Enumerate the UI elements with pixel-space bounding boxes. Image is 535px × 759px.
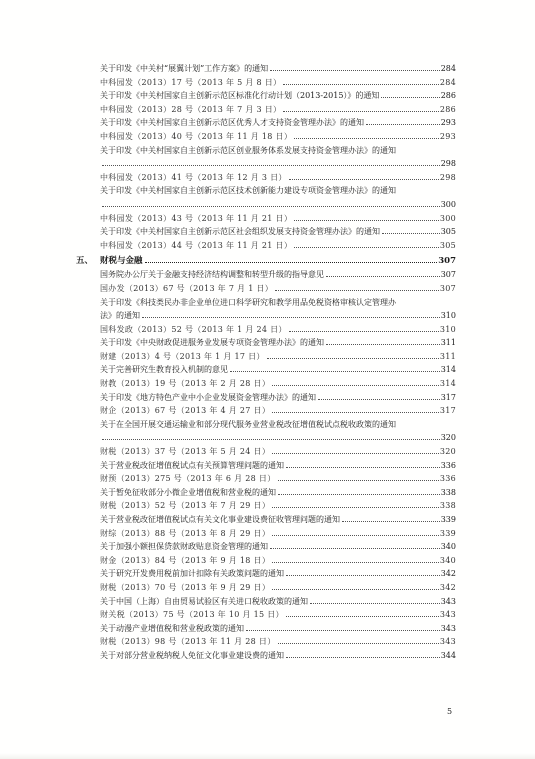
dot-leader — [289, 178, 439, 180]
section-page-ref: 307 — [438, 256, 456, 267]
dot-leader — [272, 506, 439, 508]
toc-entry-title: 关于印发《中关村国家自主创新示范区技术创新能力建设专项资金管理办法》的通知 — [100, 186, 396, 196]
toc-entry-title: 财企（2013）67 号（2013 年 4 月 27 日） — [100, 406, 271, 416]
dot-leader — [278, 479, 439, 481]
toc-entry-title: 关于印发《中关村国家自主创新示范区创业服务体系发展支持资金管理办法》的通知 — [100, 145, 396, 155]
toc-entry — [76, 513, 456, 527]
dot-leader — [326, 343, 440, 345]
dot-leader — [230, 370, 440, 372]
toc-entry-title: 关于完善研究生教育投入机制的意见 — [100, 365, 228, 375]
dot-leader — [310, 602, 440, 604]
dot-leader — [142, 316, 440, 318]
dot-leader — [381, 96, 439, 98]
toc-page-ref: 286 — [439, 104, 456, 114]
toc-entry — [76, 622, 456, 636]
dot-leader — [286, 615, 439, 617]
toc-entry-title: 国办发（2013）67 号（2013 年 7 月 1 日） — [100, 283, 274, 293]
toc-page-ref: 343 — [440, 623, 456, 633]
toc-entry-title: 中科园发（2013）40 号（2013 年 11 月 18 日） — [100, 131, 293, 141]
toc-page-ref: 305 — [439, 240, 456, 250]
dot-leader — [272, 452, 439, 454]
toc-entry — [76, 363, 456, 377]
toc-entry-title: 国科发政（2013）52 号（2013 年 1 月 24 日） — [100, 324, 287, 334]
dot-leader — [294, 137, 439, 139]
toc-page-ref: 317 — [440, 392, 456, 402]
dot-leader — [278, 493, 440, 495]
toc-doc-number — [76, 404, 456, 418]
toc-entry-title: 关于印发《中关村“展翼计划”工作方案》的通知 — [100, 64, 269, 73]
toc-entry-title: 关于动漫产业增值税和营业税政策的通知 — [100, 623, 244, 633]
toc-page-ref: 300 — [439, 213, 456, 223]
toc-section-heading — [76, 254, 456, 268]
dot-leader — [272, 588, 439, 590]
toc-doc-number — [76, 472, 456, 486]
dot-leader — [382, 232, 440, 234]
toc-page-ref: 310 — [440, 311, 456, 321]
toc-doc-number — [76, 608, 456, 622]
toc-entry-title: 财建（2013）4 号（2013 年 1 月 17 日） — [100, 351, 265, 361]
toc-entry — [76, 459, 456, 473]
toc-page-ref: 314 — [440, 365, 456, 375]
toc-entry-title: 关于在全国开展交通运输业和部分现代服务业营业税改征增值税试点税收政策的通知 — [100, 419, 396, 429]
toc-doc-number — [76, 103, 456, 117]
toc-entry-title: 财税（2013）98 号（2013 年 11 月 28 日） — [100, 637, 276, 647]
toc-entry — [76, 391, 456, 405]
toc-page-ref: 342 — [439, 582, 456, 592]
toc-page-ref: 343 — [439, 637, 456, 647]
toc-entry — [76, 225, 456, 239]
toc-page-ref: 336 — [440, 460, 456, 470]
toc-entry-title: 关于印发《中关村国家自主创新示范区优秀人才支持资金管理办法》的通知 — [100, 118, 364, 128]
dot-leader — [326, 275, 440, 277]
toc-doc-number — [76, 171, 456, 185]
toc-page-ref: 340 — [440, 542, 456, 552]
toc-doc-number — [76, 323, 456, 337]
dot-leader — [283, 83, 438, 85]
toc-page-ref: 298 — [439, 172, 456, 182]
toc-entry — [76, 486, 456, 500]
toc-entry — [76, 649, 456, 663]
toc-doc-number — [76, 350, 456, 364]
toc-entry — [76, 144, 456, 171]
dot-leader — [342, 520, 440, 522]
toc-page-ref: 311 — [439, 351, 456, 361]
dot-leader — [246, 629, 440, 631]
toc-page-ref: 343 — [439, 610, 456, 620]
toc-page-ref: 293 — [439, 131, 456, 141]
toc-doc-number — [76, 282, 456, 296]
toc-doc-number — [76, 527, 456, 541]
toc-entry-title: 关于暂免征收部分小微企业增值税和营业税的通知 — [100, 487, 276, 497]
toc-page-ref: 310 — [439, 324, 456, 334]
toc-page-ref: 284 — [439, 77, 456, 87]
dot-leader — [102, 438, 440, 440]
toc-page-ref: 293 — [440, 118, 456, 128]
dot-leader — [272, 384, 439, 386]
dot-leader — [270, 547, 440, 549]
toc-page-ref: 338 — [439, 501, 456, 511]
toc-entry — [76, 418, 456, 445]
toc-page-ref: 320 — [439, 447, 456, 457]
toc-page-ref: 342 — [440, 569, 456, 579]
toc-entry-title: 中科园发（2013）44 号（2013 年 11 月 21 日） — [100, 240, 293, 250]
table-of-contents — [76, 62, 456, 663]
toc-entry-title: 关于研究开发费用税前加计扣除有关政策问题的通知 — [100, 569, 284, 579]
toc-entry-title: 财税（2013）52 号（2013 年 7 月 29 日） — [100, 501, 271, 511]
toc-page-ref: 284 — [440, 64, 456, 73]
toc-entry-title: 关于营业税改征增值税试点有关文化事业建设费征收管理问题的通知 — [100, 515, 340, 524]
toc-entry-title: 关于印发《中关村国家自主创新示范区标准化行动计划（2013-2015）》的通知 — [100, 91, 380, 101]
toc-doc-number — [76, 581, 456, 595]
toc-doc-number — [76, 554, 456, 568]
toc-page-ref: 343 — [440, 596, 456, 606]
toc-page-ref: 286 — [440, 91, 456, 101]
dot-leader — [270, 69, 440, 71]
toc-doc-number — [76, 635, 456, 649]
dot-leader — [318, 398, 440, 400]
toc-entry — [76, 268, 456, 282]
toc-entry — [76, 595, 456, 609]
toc-entry-title: 中科园发（2013）43 号（2013 年 11 月 21 日） — [100, 213, 293, 223]
toc-page-ref: 344 — [440, 650, 456, 660]
page-number: 5 — [447, 707, 453, 716]
toc-page-ref: 338 — [440, 487, 456, 497]
toc-entry-title: 中科园发（2013）28 号（2013 年 7 月 3 日） — [100, 104, 282, 114]
toc-page-ref: 339 — [440, 515, 456, 524]
toc-page-ref: 305 — [440, 227, 456, 237]
toc-entry-title: 关于印发《地方特色产业中小企业发展资金管理办法》的通知 — [100, 392, 316, 402]
toc-entry-title: 关于营业税改征增值税试点有关预算管理问题的通知 — [100, 460, 284, 470]
toc-entry-title: 关于印发《科技类民办非企业单位进口科学研究和教学用品免税资格审核认定管理办 — [100, 297, 396, 307]
toc-page-ref: 317 — [439, 406, 456, 416]
toc-entry — [76, 540, 456, 554]
toc-entry-title: 财金（2013）84 号（2013 年 9 月 18 日） — [100, 555, 271, 565]
toc-entry-title: 关于印发《中关村国家自主创新示范区社会组织发展支持资金管理办法》的通知 — [100, 227, 380, 237]
toc-entry-title: 财税（2013）70 号（2013 年 9 月 29 日） — [100, 582, 271, 592]
toc-entry-title: 财综（2013）88 号（2013 年 8 月 29 日） — [100, 528, 271, 538]
dot-leader — [289, 330, 439, 332]
dot-leader — [294, 246, 439, 248]
toc-entry-title: 财税（2013）37 号（2013 年 5 月 24 日） — [100, 447, 271, 457]
toc-entry-title: 国务院办公厅关于金融支持经济结构调整和转型升级的指导意见 — [100, 270, 324, 280]
toc-doc-number — [76, 499, 456, 513]
dot-leader — [286, 466, 440, 468]
toc-doc-number — [76, 377, 456, 391]
dot-leader — [278, 642, 439, 644]
toc-page-ref: 339 — [439, 528, 456, 538]
toc-doc-number — [76, 445, 456, 459]
toc-entry — [76, 62, 456, 76]
dot-leader — [272, 411, 439, 413]
dot-leader — [272, 561, 439, 563]
dot-leader — [102, 205, 440, 207]
toc-entry-title: 财关税（2013）75 号（2013 年 10 月 15 日） — [100, 610, 284, 620]
dot-leader — [272, 534, 439, 536]
dot-leader — [286, 574, 440, 576]
dot-leader — [275, 289, 439, 291]
section-title: 财税与金融 — [100, 256, 143, 267]
toc-page-ref: 311 — [440, 338, 456, 348]
toc-entry-title: 财教（2013）19 号（2013 年 2 月 28 日） — [100, 379, 271, 389]
toc-entry — [76, 296, 456, 323]
toc-entry — [76, 336, 456, 350]
toc-page-ref: 340 — [439, 555, 456, 565]
dot-leader — [286, 656, 440, 658]
toc-doc-number — [76, 212, 456, 226]
toc-page-ref: 320 — [440, 433, 456, 443]
dot-leader — [283, 110, 438, 112]
toc-page-ref: 300 — [440, 199, 456, 209]
toc-entry — [76, 184, 456, 211]
toc-entry-title: 中科园发（2013）17 号（2013 年 5 月 8 日） — [100, 77, 282, 87]
page-bottom-edge — [0, 753, 535, 759]
toc-entry-title: 关于对部分营业税纳税人免征文化事业建设费的通知 — [100, 650, 284, 660]
toc-doc-number — [76, 239, 456, 253]
toc-doc-number — [76, 130, 456, 144]
dot-leader — [102, 164, 440, 166]
toc-entry-title-cont: 法》的通知 — [100, 311, 140, 321]
toc-entry-title: 关于加强小额担保贷款财政贴息资金管理的通知 — [100, 542, 268, 552]
toc-entry-title: 中科园发（2013）41 号（2013 年 12 月 3 日） — [100, 172, 287, 182]
toc-entry-title: 财预（2013）275 号（2013 年 6 月 28 日） — [100, 474, 276, 484]
dot-leader — [366, 123, 440, 125]
toc-page-ref: 336 — [439, 474, 456, 484]
toc-page-ref: 307 — [440, 270, 456, 280]
toc-entry — [76, 567, 456, 581]
toc-page-ref: 307 — [439, 283, 456, 293]
toc-entry-title: 关于中国（上海）自由贸易试验区有关进口税收政策的通知 — [100, 596, 308, 606]
dot-leader — [145, 261, 438, 263]
dot-leader — [294, 219, 439, 221]
toc-page-ref: 314 — [439, 379, 456, 389]
toc-entry-title: 关于印发《中央财政促进服务业发展专项资金管理办法》的通知 — [100, 338, 324, 348]
section-number: 五、 — [76, 256, 94, 267]
toc-page-ref: 298 — [440, 159, 456, 169]
toc-entry — [76, 116, 456, 130]
toc-doc-number — [76, 76, 456, 90]
toc-entry — [76, 89, 456, 103]
dot-leader — [267, 357, 439, 359]
